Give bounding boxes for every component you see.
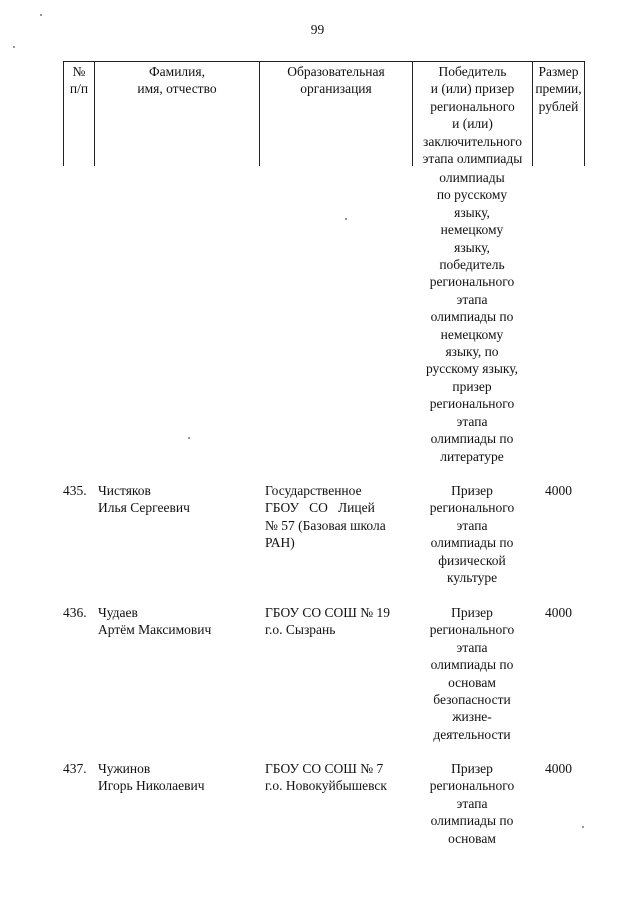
achievement-line: немецкому — [440, 222, 504, 238]
achievement-line: по русскому — [436, 187, 508, 203]
row-name — [98, 482, 258, 517]
achievement-line: олимпиады по — [430, 657, 514, 673]
header-text: заключительного — [423, 133, 522, 149]
row-amount: 4000 — [545, 605, 572, 620]
row-name — [98, 760, 258, 795]
achievement-line: олимпиады по — [430, 535, 514, 551]
achievement-line: Призер — [451, 761, 493, 776]
continuation-achievement — [412, 169, 532, 465]
achievement-line: олимпиады по — [430, 813, 514, 829]
achievement-line: олимпиады по — [430, 309, 514, 325]
header-text: Образовательная — [287, 64, 385, 79]
row-achievement — [412, 482, 532, 586]
achievement-line: регионального — [429, 500, 515, 516]
row-organization — [265, 604, 407, 639]
achievement-line: основам — [448, 674, 496, 690]
row-amount: 4000 — [545, 483, 572, 498]
achievement-line: олимпиады — [439, 170, 505, 185]
scan-speck — [582, 826, 584, 828]
given-names: Илья Сергеевич — [98, 500, 190, 516]
achievement-line: регионального — [429, 622, 515, 638]
surname: Чужинов — [98, 761, 151, 776]
achievement-line: регионального — [429, 396, 515, 412]
header-text: рублей — [538, 98, 579, 114]
achievement-line: этапа — [456, 517, 488, 533]
achievement-line: регионального — [429, 778, 515, 794]
scan-speck — [40, 14, 42, 16]
organization-line: г.о. Сызрань — [265, 622, 336, 638]
header-col-amount — [532, 61, 585, 166]
scan-speck — [13, 46, 15, 48]
header-col-achievement — [412, 61, 532, 166]
achievement-line: языку, — [454, 239, 490, 255]
achievement-line: русскому языку, — [425, 361, 519, 377]
header-text: организация — [300, 81, 372, 97]
organization-line: РАН) — [265, 535, 295, 551]
header-col-number — [63, 61, 94, 166]
header-text: и (или) — [452, 116, 493, 132]
achievement-line: этапа — [456, 639, 488, 655]
header-text: имя, отчество — [137, 81, 217, 97]
achievement-line: этапа — [456, 413, 488, 429]
row-organization — [265, 760, 407, 795]
achievement-line: Призер — [451, 605, 493, 620]
header-text: этапа олимпиады — [422, 151, 523, 167]
achievement-line: победитель — [439, 257, 505, 273]
achievement-line: безопасности — [433, 692, 511, 708]
row-achievement — [412, 604, 532, 743]
row-achievement — [412, 760, 532, 847]
row-number: 436. — [63, 605, 87, 620]
achievement-line: немецкому — [440, 326, 504, 342]
achievement-line: литературе — [440, 448, 504, 464]
header-text: № — [72, 64, 86, 79]
achievement-line: этапа — [456, 291, 488, 307]
row-number: 437. — [63, 761, 87, 776]
header-text: и (или) призер — [430, 81, 515, 97]
surname: Чистяков — [98, 483, 151, 498]
row-number: 435. — [63, 483, 87, 498]
organization-line: Государственное — [265, 483, 362, 498]
organization-line: г.о. Новокуйбышевск — [265, 778, 387, 794]
given-names: Игорь Николаевич — [98, 778, 205, 794]
header-text: Победитель — [438, 64, 507, 79]
achievement-line: языку, — [454, 204, 490, 220]
page-number: 99 — [310, 22, 325, 37]
scan-speck — [345, 218, 347, 220]
header-text: регионального — [430, 98, 515, 114]
row-name — [98, 604, 258, 639]
achievement-line: физической — [438, 552, 506, 568]
organization-line: ГБОУ СО Лицей — [265, 500, 375, 516]
achievement-line: культуре — [446, 570, 498, 586]
achievement-line: олимпиады по — [430, 431, 514, 447]
row-organization — [265, 482, 407, 552]
header-text: Размер — [538, 64, 579, 79]
given-names: Артём Максимович — [98, 622, 212, 638]
organization-line: ГБОУ СО СОШ № 7 — [265, 761, 384, 776]
achievement-line: Призер — [451, 483, 493, 498]
achievement-line: жизне- — [452, 709, 492, 725]
achievement-line: деятельности — [433, 726, 511, 742]
header-text: премии, — [535, 81, 582, 97]
achievement-line: призер — [452, 378, 492, 394]
scan-speck — [188, 437, 190, 439]
achievement-line: регионального — [429, 274, 515, 290]
header-col-organization — [259, 61, 412, 166]
achievement-line: языку, по — [445, 344, 499, 360]
row-amount: 4000 — [545, 761, 572, 776]
achievement-line: этапа — [456, 795, 488, 811]
organization-line: № 57 (Базовая школа — [265, 517, 386, 533]
surname: Чудаев — [98, 605, 138, 620]
header-text: п/п — [69, 81, 89, 97]
organization-line: ГБОУ СО СОШ № 19 — [265, 605, 391, 620]
achievement-line: основам — [448, 830, 496, 846]
header-col-name — [94, 61, 259, 166]
header-text: Фамилия, — [149, 64, 205, 79]
